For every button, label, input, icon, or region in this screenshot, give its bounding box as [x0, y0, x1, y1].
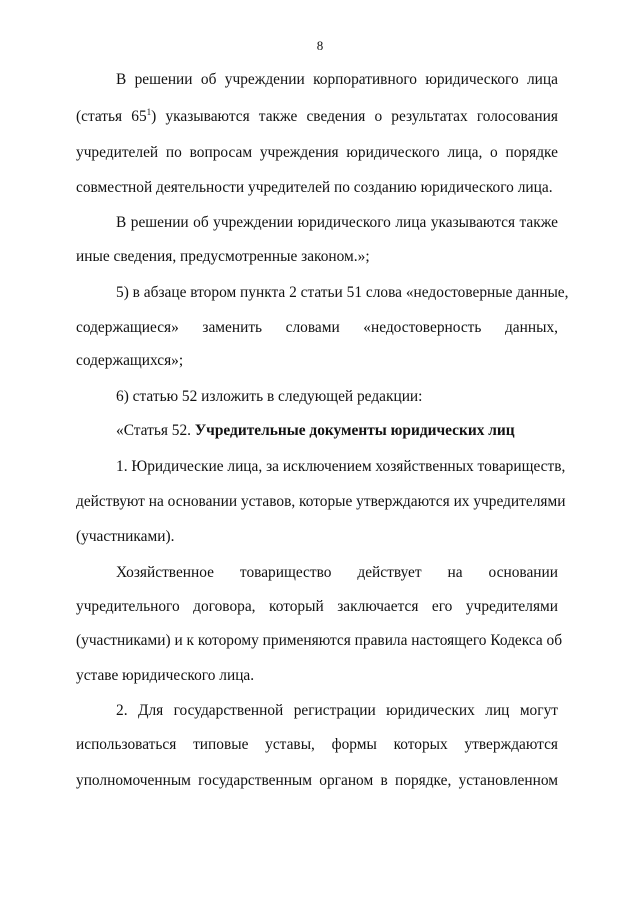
text-line: содержащихся»; — [76, 352, 184, 369]
text-line: использоваться типовые уставы, формы которых утверждаются — [76, 736, 558, 753]
text-line: содержащиеся» заменить словами «недостоверность данных, — [76, 319, 558, 336]
text-line: 2. Для государственной регистрации юридических лиц могут — [116, 702, 558, 719]
text-line: учредительного договора, который заключается его учредителями — [76, 598, 558, 615]
text-line: (участниками). — [76, 528, 175, 545]
text-line: уполномоченным государственным органом в порядке, установленном — [76, 772, 558, 789]
text-line: (участниками) и к которому применяются правила настоящего Кодекса об — [76, 632, 563, 649]
article-title: Учредительные документы юридических лиц — [194, 422, 515, 439]
text-span: ) указываются также сведения о результатах голосования — [151, 108, 558, 125]
text-line: иные сведения, предусмотренные законом.»; — [76, 248, 370, 265]
text-line: 5) в абзаце втором пункта 2 статьи 51 слова «недостоверные данные, — [116, 284, 569, 301]
text-span: (статья 65 — [76, 108, 147, 125]
text-line: действуют на основании уставов, которые утверждаются их учредителями — [76, 493, 566, 510]
page-number: 8 — [316, 38, 324, 53]
text-line: 6) статью 52 изложить в следующей редакции: — [116, 388, 423, 405]
text-line: учредителей по вопросам учреждения юридического лица, о порядке — [76, 144, 558, 161]
text-line: В решении об учреждении юридического лица указываются также — [116, 214, 558, 231]
text-line: 1. Юридические лица, за исключением хозяйственных товариществ, — [116, 458, 566, 475]
superscript: 1 — [146, 107, 152, 117]
text-line — [116, 421, 558, 441]
text-line — [76, 107, 558, 127]
text-line: Хозяйственное товарищество действует на основании — [116, 564, 558, 581]
text-line: В решении об учреждении корпоративного юридического лица — [116, 71, 558, 88]
text-line: уставе юридического лица. — [76, 667, 255, 684]
article-prefix: «Статья 52. — [116, 422, 195, 439]
text-line: совместной деятельности учредителей по созданию юридического лица. — [76, 179, 553, 196]
